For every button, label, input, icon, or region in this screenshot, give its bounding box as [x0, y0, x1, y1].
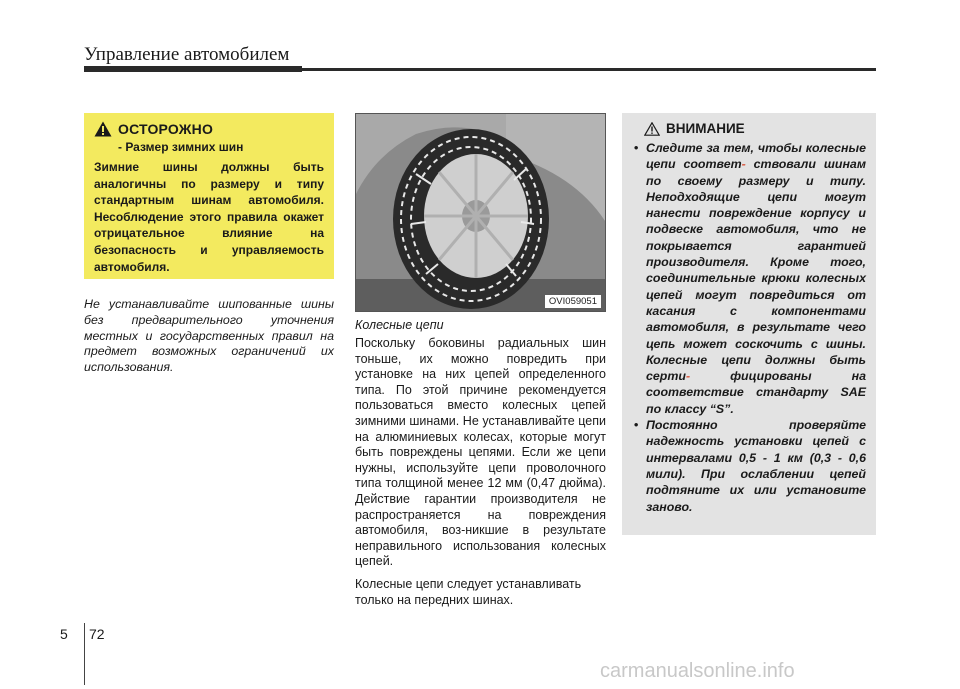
header-rule-accent [84, 66, 302, 72]
chains-heading: Колесные цепи [355, 318, 444, 332]
caution-header [94, 121, 324, 137]
notice-item1-part-b: ствовали шинам по своему размеру и типу. Неподходящие цепи могут нанести повреждение корпусу и подвеске автомобиля, что не покрывается гарантией производителя. Кроме того, соединительные крюки колесных цепей могут повредиться от касания с компонентами автомобиля, в результате чего цепь может соскочить с шины. Колесные цепи должны быть серти [646, 157, 866, 384]
chains-paragraph-1: Поскольку боковины радиальных шин тоньше, их можно повредить при установке на них цепей определенного типа. По этой причине рекомендуется пользоваться вместо колесных цепей зимними шинами. Не устанавливайте цепи на алюминиевых колесах, которые могут быть повреждены цепями. Если же цепи нужны, используйте цепи проволочного типа толщиной менее 12 мм (0,47 дюйма). Действие гарантии производителя не распространяется на повреждения автомобиля, воз-никшие в результате неправильного использования колесных цепей. [355, 336, 606, 569]
tire-chain-illustration [356, 114, 606, 312]
hyphen-mark: - [741, 157, 746, 172]
notice-item-chain-fit [632, 140, 866, 417]
caution-title: ОСТОРОЖНО [118, 121, 214, 137]
caution-triangle-icon [644, 122, 660, 136]
watermark-text: carmanualsonline.info [600, 660, 795, 682]
caution-body: Зимние шины должны быть аналогичны по размеру и типу стандартным шинам автомобиля. Несоблюдение этого правила окажет отрицательное влияние на безопасность и управляемость автомобиля. [94, 160, 324, 274]
notice-header [644, 121, 866, 136]
notice-item1-part-c: фицированы на соответствие стандарту SAE по классу “S”. [646, 369, 866, 416]
footer-divider [84, 623, 85, 685]
page-number: 72 [89, 626, 105, 642]
notice-item1-part-a: Следите за тем, чтобы колесные цепи соответ [646, 141, 866, 172]
notice-title: ВНИМАНИЕ [666, 121, 745, 136]
notice-list [632, 140, 866, 515]
notice-box [622, 113, 876, 535]
studded-tires-note: Не устанавливайте шипованные шины без предварительного уточнения местных и государственных правил на предмет возможных ограничений их использования. [84, 297, 334, 375]
caution-subtitle: - Размер зимних шин [118, 140, 244, 154]
section-number: 5 [60, 626, 68, 642]
tire-chain-photo [355, 113, 606, 312]
page-header-title: Управление автомобилем [84, 44, 290, 65]
warning-triangle-icon [94, 121, 112, 137]
caution-box [84, 113, 334, 279]
hyphen-mark: - [685, 369, 691, 384]
photo-code-label: OVI059051 [545, 295, 601, 308]
notice-item-check-chains: • Постоянно проверяйте надежность установки цепей с интервалами 0,5 - 1 км (0,3 - 0,6 мили). При ослаблении цепей подтяните их или установите заново. [632, 417, 866, 515]
chains-paragraph-2: Колесные цепи следует устанавливать только на передних шинах. [355, 577, 582, 607]
